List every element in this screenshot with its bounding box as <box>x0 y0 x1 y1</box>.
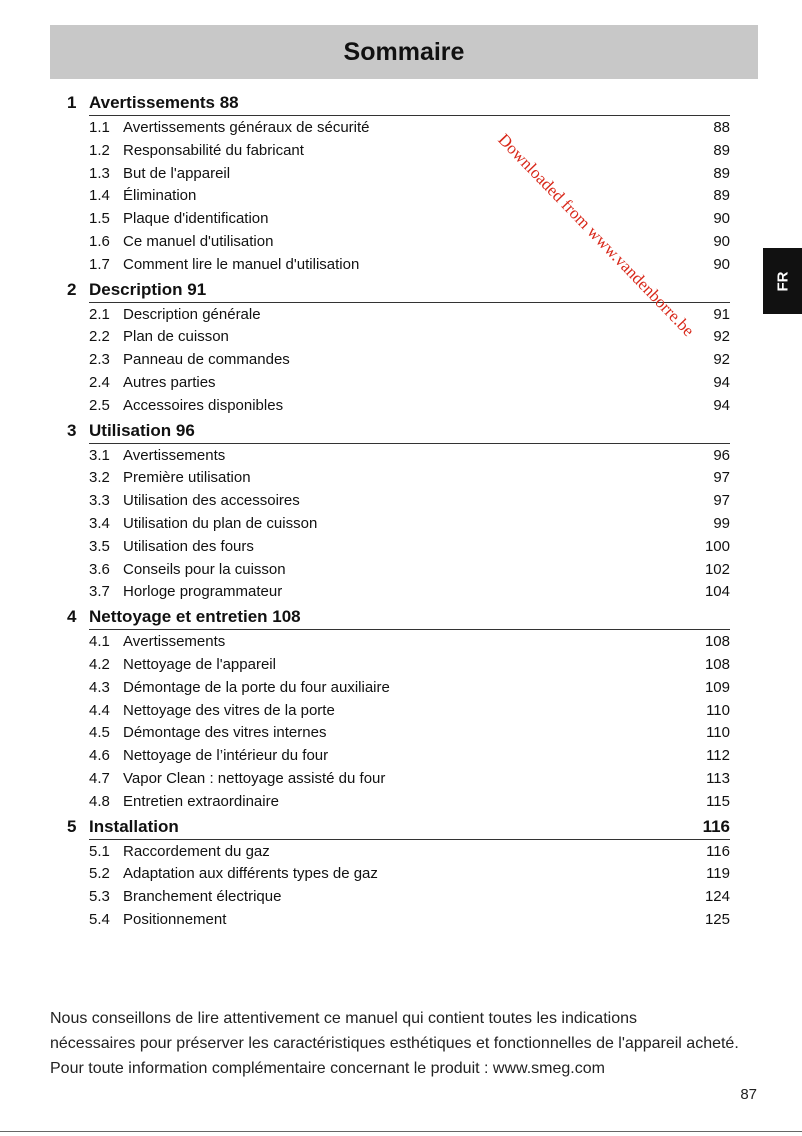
language-tab-label: FR <box>774 271 791 291</box>
toc-entry-label: Avertissements <box>123 446 226 464</box>
toc-entry-label: Horloge programmateur <box>123 583 283 601</box>
toc-entry-label: Nettoyage des vitres de la porte <box>123 701 335 719</box>
toc-entry-text <box>89 722 326 745</box>
toc-section-title: Description 91 <box>89 279 207 299</box>
toc-entry[interactable] <box>89 768 730 791</box>
watermark: Downloaded from www.vandenborre.be <box>494 130 699 341</box>
toc-section-number: 3 <box>67 420 77 440</box>
toc-entry-page: 104 <box>704 583 730 601</box>
toc-entry-label: Élimination <box>123 187 197 205</box>
toc-entry-number: 3.7 <box>89 583 110 601</box>
toc-entry-text <box>89 349 290 372</box>
toc-entry-number: 4.6 <box>89 747 110 765</box>
toc-section-title-group <box>67 277 206 302</box>
toc-entry-page: 109 <box>704 678 730 696</box>
toc-entry-number: 4.2 <box>89 655 110 673</box>
toc-entry-text <box>89 791 279 814</box>
page-title: Sommaire <box>343 37 465 66</box>
toc-section-title-group <box>67 418 195 443</box>
language-tab <box>763 248 802 314</box>
toc-entry-label: Utilisation du plan de cuisson <box>123 514 318 532</box>
toc-entry-number: 5.3 <box>89 888 110 906</box>
toc-entry-number: 2.5 <box>89 396 110 414</box>
toc-entry-label: Description générale <box>123 305 261 323</box>
toc-entry-text <box>89 117 370 140</box>
toc-entry-label: Autres parties <box>123 373 216 391</box>
toc-section-items <box>89 115 730 277</box>
toc-section-title: Installation <box>89 816 179 836</box>
toc-entry-number: 4.7 <box>89 769 110 787</box>
toc-entry-number: 5.1 <box>89 842 110 860</box>
toc-section-heading[interactable] <box>67 814 730 839</box>
toc-section-title-group <box>67 90 239 115</box>
toc-entry[interactable] <box>89 326 730 349</box>
toc-entry-number: 2.4 <box>89 373 110 391</box>
toc-entry-page: 125 <box>704 910 730 928</box>
toc-entry-number: 5.4 <box>89 910 110 928</box>
toc-entry[interactable] <box>89 841 730 864</box>
toc-entry-label: Adaptation aux différents types de gaz <box>123 865 378 883</box>
toc-section-items <box>89 443 730 605</box>
toc-entry[interactable] <box>89 513 730 536</box>
toc-entry-text <box>89 886 281 909</box>
toc-entry-number: 3.3 <box>89 492 110 510</box>
toc-entry-page: 96 <box>713 446 730 464</box>
toc-entry[interactable] <box>89 372 730 395</box>
toc-entry-page: 89 <box>713 187 730 205</box>
toc-section-heading[interactable] <box>67 604 730 629</box>
toc-entry[interactable] <box>89 140 730 163</box>
toc-entry-text <box>89 654 276 677</box>
toc-entry[interactable] <box>89 559 730 582</box>
toc-entry[interactable] <box>89 445 730 468</box>
toc-entry-label: Nettoyage de l’intérieur du four <box>123 747 329 765</box>
toc-entry-page: 124 <box>704 888 730 906</box>
toc-entry-label: Positionnement <box>123 910 227 928</box>
bottom-rule <box>0 1131 802 1132</box>
toc-entry[interactable] <box>89 395 730 418</box>
toc-section-title: Avertissements 88 <box>89 93 239 112</box>
toc-entry-page: 110 <box>706 724 730 742</box>
toc-entry-text <box>89 490 300 513</box>
toc-entry-page: 94 <box>713 373 730 391</box>
toc-entry-label: Responsabilité du fabricant <box>123 141 304 159</box>
footer-line-1: Nous conseillons de lire attentivement ce manuel qui contient toutes les indications <box>50 1010 637 1027</box>
toc-entry-number: 1.5 <box>89 210 110 228</box>
toc-entry-number: 3.4 <box>89 514 110 532</box>
toc-section-title-group <box>67 814 179 839</box>
toc-entry-page: 102 <box>704 560 730 578</box>
toc-entry-label: Ce manuel d'utilisation <box>123 232 274 250</box>
toc-entry-label: Utilisation des accessoires <box>123 492 300 510</box>
toc-entry-page: 113 <box>706 769 730 787</box>
toc-section-page: 116 <box>702 816 730 836</box>
toc-entry[interactable] <box>89 745 730 768</box>
toc-entry-page: 116 <box>706 842 730 860</box>
toc-entry-label: Entretien extraordinaire <box>123 792 279 810</box>
toc-entry-text <box>89 768 385 791</box>
toc-entry-label: But de l'appareil <box>123 164 231 182</box>
toc-entry-text <box>89 445 225 468</box>
toc-section-number: 5 <box>67 816 77 836</box>
toc-entry[interactable] <box>89 791 730 814</box>
toc-entry-label: Raccordement du gaz <box>123 842 270 860</box>
toc-section-items <box>89 302 730 418</box>
toc-entry-text <box>89 559 286 582</box>
toc-entry-number: 1.1 <box>89 119 110 136</box>
toc-entry[interactable] <box>89 163 730 186</box>
footer-line-3: Pour toute information complémentaire concernant le produit : www.smeg.com <box>50 1060 605 1077</box>
toc-entry[interactable] <box>89 231 730 254</box>
toc-entry-page: 89 <box>713 164 730 182</box>
toc-entry[interactable] <box>89 909 730 932</box>
toc-entry[interactable] <box>89 700 730 723</box>
toc-entry-text <box>89 372 216 395</box>
toc-section-heading[interactable] <box>67 418 730 443</box>
toc-entry-label: Conseils pour la cuisson <box>123 560 286 578</box>
toc-section-title: Nettoyage et entretien 108 <box>89 607 301 627</box>
toc-entry-label: Première utilisation <box>123 469 251 487</box>
toc-entry-text <box>89 163 230 186</box>
toc-entry-page: 90 <box>713 232 730 250</box>
toc-entry-number: 5.2 <box>89 865 110 883</box>
toc-entry-text <box>89 513 317 536</box>
toc-entry-number: 1.6 <box>89 232 110 250</box>
toc-entry-number: 4.8 <box>89 792 110 810</box>
toc-entry-number: 3.2 <box>89 469 110 487</box>
toc-entry-text <box>89 395 283 418</box>
toc-entry-label: Plaque d'identification <box>123 210 269 228</box>
toc-entry-page: 97 <box>713 492 730 510</box>
toc-entry-label: Panneau de commandes <box>123 351 290 369</box>
toc-section-number: 4 <box>67 607 77 627</box>
toc-section-number: 1 <box>67 93 77 112</box>
toc-entry-text <box>89 700 335 723</box>
footer-line-2: nécessaires pour préserver les caractéristiques esthétiques et fonctionnelles de l'appareil acheté. <box>50 1035 739 1052</box>
toc-entry-label: Avertissements généraux de sécurité <box>123 119 370 136</box>
toc-entry-number: 4.4 <box>89 701 110 719</box>
footer-note <box>50 1006 765 1081</box>
toc-entry-text <box>89 140 304 163</box>
toc-entry-number: 1.4 <box>89 187 110 205</box>
toc-entry[interactable] <box>89 631 730 654</box>
toc-entry-label: Accessoires disponibles <box>123 396 284 414</box>
toc-entry-number: 4.3 <box>89 678 110 696</box>
toc-entry-text <box>89 467 251 490</box>
toc-entry-number: 3.6 <box>89 560 110 578</box>
toc-entry-page: 99 <box>713 514 730 532</box>
toc-entry-number: 1.3 <box>89 164 110 182</box>
toc-entry-number: 3.5 <box>89 537 110 555</box>
toc-entry[interactable] <box>89 536 730 559</box>
toc-entry-label: Utilisation des fours <box>123 537 254 555</box>
toc-section-number: 2 <box>67 279 77 299</box>
toc-entry-number: 1.2 <box>89 141 110 159</box>
toc-entry-text <box>89 631 225 654</box>
toc-entry-number: 1.7 <box>89 255 110 273</box>
toc-entry-number: 2.3 <box>89 351 110 369</box>
title-bar <box>50 25 758 79</box>
toc-entry-label: Nettoyage de l'appareil <box>123 655 276 673</box>
toc-entry-text <box>89 863 378 886</box>
toc-entry-label: Branchement électrique <box>123 888 282 906</box>
toc-entry-text <box>89 536 254 559</box>
toc-section-title-group <box>67 604 301 629</box>
toc-entry-page: 94 <box>713 396 730 414</box>
toc-section-heading[interactable] <box>67 90 730 115</box>
toc-entry-text <box>89 677 390 700</box>
toc-section-title: Utilisation 96 <box>89 420 195 440</box>
toc-entry-label: Démontage de la porte du four auxiliaire <box>123 678 390 696</box>
toc-entry-number: 2.1 <box>89 305 110 323</box>
toc-entry-text <box>89 304 261 327</box>
table-of-contents <box>67 90 730 932</box>
toc-entry-page: 115 <box>706 792 730 810</box>
toc-entry-text <box>89 231 273 254</box>
toc-entry-number: 2.2 <box>89 328 110 346</box>
toc-entry[interactable] <box>89 722 730 745</box>
toc-entry-text <box>89 909 226 932</box>
toc-entry[interactable] <box>89 490 730 513</box>
toc-entry-number: 4.1 <box>89 633 110 651</box>
toc-entry-page: 110 <box>706 701 730 719</box>
toc-entry-number: 3.1 <box>89 446 110 464</box>
toc-entry[interactable] <box>89 349 730 372</box>
toc-entry-number: 4.5 <box>89 724 110 742</box>
toc-entry-label: Vapor Clean : nettoyage assisté du four <box>123 769 386 787</box>
toc-entry-text <box>89 841 270 864</box>
toc-entry-page: 112 <box>706 747 730 765</box>
toc-entry-page: 119 <box>706 865 730 883</box>
toc-entry[interactable] <box>89 208 730 231</box>
toc-section-items <box>89 629 730 813</box>
toc-entry[interactable] <box>89 117 730 140</box>
toc-entry[interactable] <box>89 467 730 490</box>
toc-entry-page: 97 <box>713 469 730 487</box>
toc-entry[interactable] <box>89 185 730 208</box>
toc-entry[interactable] <box>89 677 730 700</box>
toc-entry[interactable] <box>89 886 730 909</box>
toc-entry-text <box>89 185 196 208</box>
toc-entry[interactable] <box>89 304 730 327</box>
toc-entry-text <box>89 581 282 604</box>
toc-entry-page: 100 <box>704 537 730 555</box>
toc-section-items <box>89 839 730 932</box>
toc-entry-page: 108 <box>704 655 730 673</box>
toc-entry-text <box>89 254 359 277</box>
toc-entry-label: Comment lire le manuel d'utilisation <box>123 255 360 273</box>
toc-entry-label: Avertissements <box>123 633 226 651</box>
toc-entry-page: 108 <box>704 633 730 651</box>
toc-entry-page: 92 <box>713 351 730 369</box>
toc-entry[interactable] <box>89 863 730 886</box>
toc-entry-label: Plan de cuisson <box>123 328 229 346</box>
toc-entry-page: 88 <box>713 119 730 136</box>
toc-entry[interactable] <box>89 654 730 677</box>
toc-entry-page: 92 <box>713 328 730 346</box>
toc-entry-label: Démontage des vitres internes <box>123 724 327 742</box>
page-number: 87 <box>740 1086 757 1103</box>
toc-entry-page: 90 <box>713 210 730 228</box>
toc-entry-text <box>89 326 229 349</box>
toc-entry-page: 89 <box>713 141 730 159</box>
toc-entry-page: 91 <box>713 305 730 323</box>
toc-entry-text <box>89 208 268 231</box>
toc-entry-text <box>89 745 328 768</box>
toc-entry-page: 90 <box>713 255 730 273</box>
toc-entry[interactable] <box>89 581 730 604</box>
